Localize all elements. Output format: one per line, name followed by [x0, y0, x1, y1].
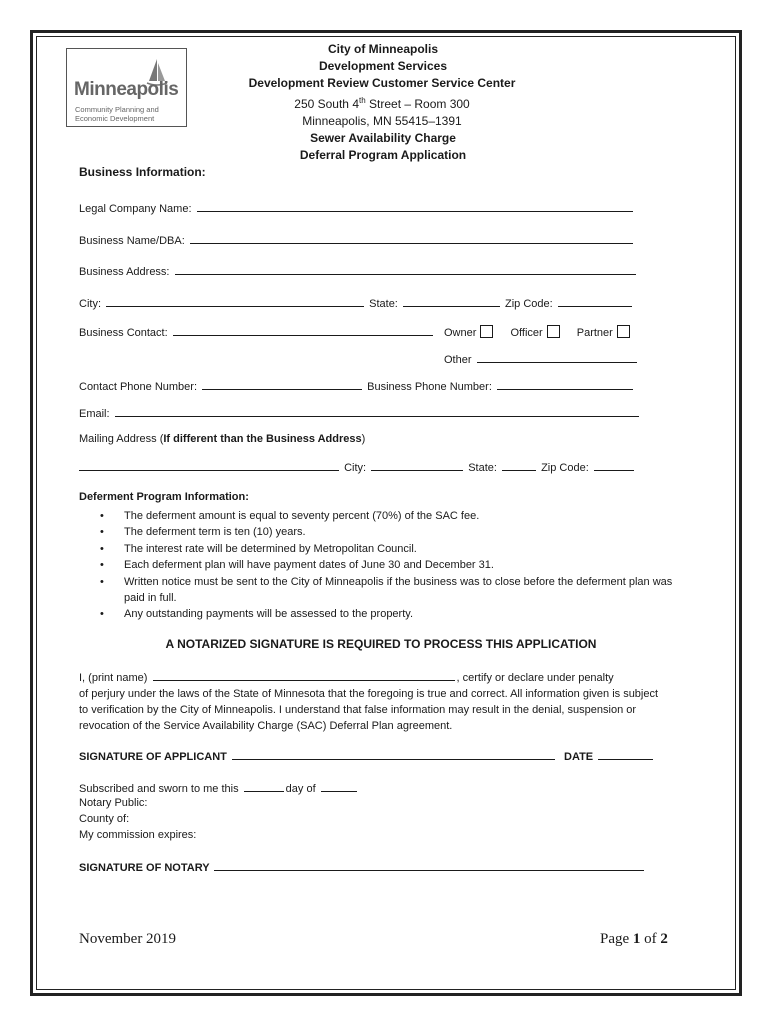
- sworn-row: Subscribed and sworn to me this day of: [79, 781, 359, 795]
- legal-company-name-row: Legal Company Name:: [79, 201, 635, 215]
- mailing-address-row: City: State: Zip Code:: [79, 460, 636, 474]
- list-item: • Written notice must be sent to the City of Minneapolis if the business was to close before the deferment plan was paid in full.: [100, 574, 689, 607]
- business-dba-row: Business Name/DBA:: [79, 233, 635, 247]
- header-city: City of Minneapolis: [327, 42, 438, 56]
- phone-row: Contact Phone Number: Business Phone Number:: [79, 379, 635, 393]
- contact-phone-field[interactable]: [202, 379, 362, 390]
- list-item: • The deferment term is ten (10) years.: [100, 524, 700, 540]
- other-role-field[interactable]: [477, 352, 637, 363]
- city-state-zip-row: City: State: Zip Code:: [79, 296, 634, 310]
- commission-label: My commission expires:: [79, 829, 197, 841]
- business-phone-field[interactable]: [497, 379, 633, 390]
- list-item: • Any outstanding payments will be assessed to the property.: [100, 606, 700, 622]
- mailing-state-field[interactable]: [502, 460, 536, 471]
- business-info-heading: Business Information:: [79, 165, 206, 179]
- city-field[interactable]: [106, 296, 364, 307]
- mailing-city-field[interactable]: [371, 460, 463, 471]
- notarized-notice: A NOTARIZED SIGNATURE IS REQUIRED TO PROCESS THIS APPLICATION: [165, 637, 597, 651]
- legal-company-name-field[interactable]: [197, 201, 633, 212]
- applicant-signature-row: SIGNATURE OF APPLICANT DATE: [79, 749, 655, 763]
- logo-wordmark: Minneapolis: [74, 79, 179, 100]
- mailing-zip-field[interactable]: [594, 460, 634, 471]
- email-field[interactable]: [115, 406, 639, 417]
- applicant-signature-field[interactable]: [232, 749, 555, 760]
- list-item: • The deferment amount is equal to seventy percent (70%) of the SAC fee.: [100, 508, 700, 524]
- page-number: Page 1 of 2: [600, 931, 668, 947]
- header-street: 250 South 4th Street – Room 300: [294, 96, 470, 111]
- business-contact-field[interactable]: [173, 325, 433, 336]
- sworn-month-field[interactable]: [321, 781, 357, 792]
- email-row: Email:: [79, 406, 641, 420]
- sworn-day-field[interactable]: [244, 781, 284, 792]
- print-name-field[interactable]: [153, 670, 455, 681]
- header-department: Development Services: [318, 59, 448, 73]
- state-field[interactable]: [403, 296, 500, 307]
- signature-date-field[interactable]: [598, 749, 653, 760]
- mailing-address-field[interactable]: [79, 460, 339, 471]
- contact-role-options: Owner Officer Partner: [444, 325, 630, 339]
- business-address-row: Business Address:: [79, 264, 638, 278]
- notary-signature-field[interactable]: [214, 860, 644, 871]
- footer-date: November 2019: [79, 931, 177, 947]
- header-city-zip: Minneapolis, MN 55415–1391: [302, 114, 462, 128]
- officer-checkbox[interactable]: [547, 325, 560, 338]
- header-center: Development Review Customer Service Center: [248, 76, 516, 90]
- business-dba-field[interactable]: [190, 233, 633, 244]
- header-charge: Sewer Availability Charge: [310, 131, 456, 145]
- notary-public-label: Notary Public:: [79, 797, 148, 809]
- logo-subtitle: Community Planning and Economic Development: [75, 105, 159, 123]
- list-item: • Each deferment plan will have payment dates of June 30 and December 31.: [100, 557, 700, 573]
- notary-signature-row: SIGNATURE OF NOTARY: [79, 860, 646, 874]
- partner-checkbox[interactable]: [617, 325, 630, 338]
- business-address-field[interactable]: [175, 264, 636, 275]
- other-role-row: Other: [444, 352, 639, 366]
- zip-field[interactable]: [558, 296, 632, 307]
- mailing-address-label: Mailing Address (If different than the Business Address): [79, 433, 366, 445]
- list-item: • The interest rate will be determined by Metropolitan Council.: [100, 541, 700, 557]
- deferment-list: [100, 508, 700, 623]
- deferment-heading: Deferment Program Information:: [79, 491, 249, 503]
- document-header: [0, 41, 770, 164]
- certification-paragraph: I, (print name) , certify or declare under penalty of perjury under the laws of the State of Minnesota that the foregoing is true and correct. All information given is subject to verification by the City of Minneapolis. I understand that false information may result in the denial, suspension or revocation of the Service Availability Charge (SAC) Deferral Plan agreement.: [79, 672, 659, 732]
- owner-checkbox[interactable]: [480, 325, 493, 338]
- county-label: County of:: [79, 813, 130, 825]
- business-contact-row: Business Contact:: [79, 325, 435, 339]
- header-program: Deferral Program Application: [299, 148, 467, 162]
